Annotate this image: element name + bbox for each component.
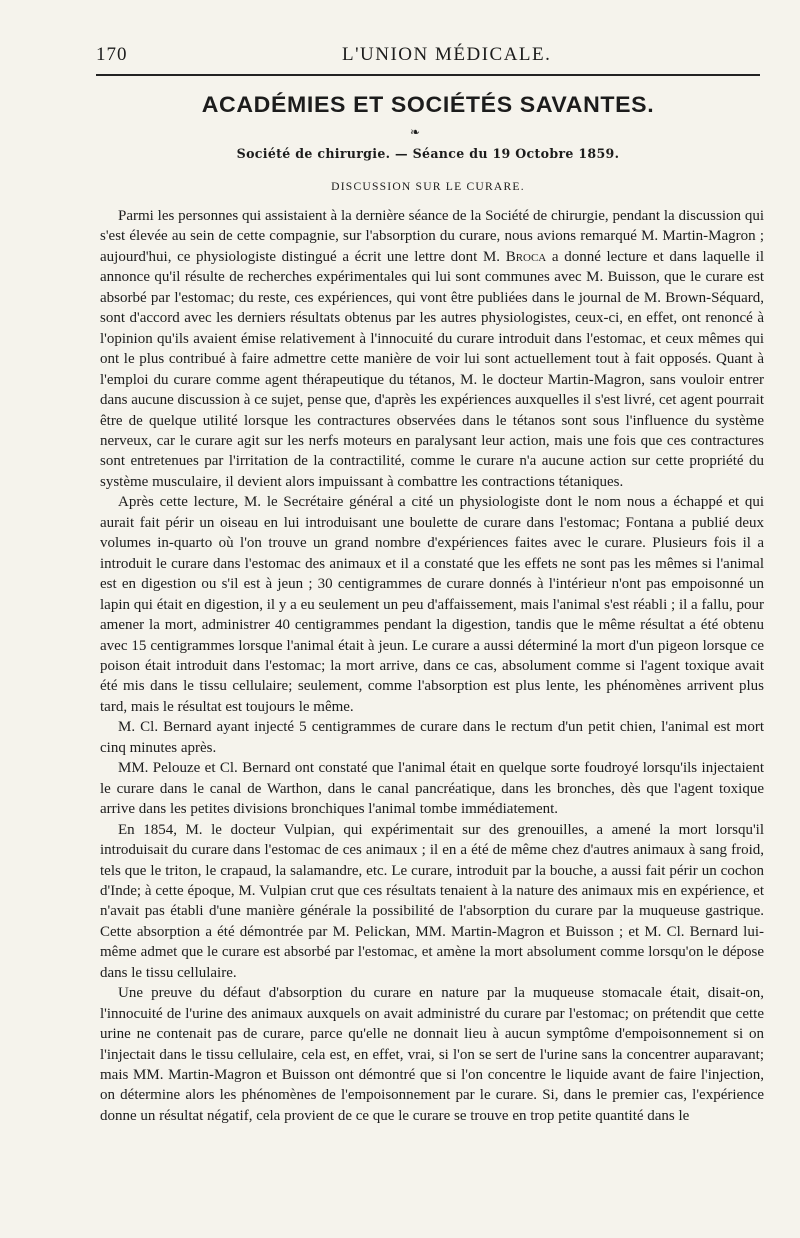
header-rule [96, 74, 760, 76]
paragraph: MM. Pelouze et Cl. Bernard ont constaté que l'animal était en quelque sorte foudroyé lorsqu'ils injectaient le curare dans le canal de Warthon, dans le canal pancréatique, dans les bronches, dès que l'agent toxique arrive dans les petites divisions bronchiques l'animal tombe immédiatement. [100, 760, 764, 818]
session-heading: Société de chirurgie. — Séance du 19 Octobre 1859. [236, 146, 620, 161]
page-number: 170 [96, 44, 128, 65]
paragraph: Parmi les personnes qui assistaient à la dernière séance de la Société de chirurgie, pendant la discussion qui s'est élevée au sein de cette compagnie, sur l'absorption du curare, nous avions remarqué M. Martin-Magron ; aujourd'hui, ce physiologiste distingué a écrit une lettre dont M. Broca a donné lecture et dans laquelle il annonce qu'il résulte de recherches expérimentales qui lui sont communes avec M. Buisson, que le curare est absorbé par l'estomac; du reste, ces expériences, qui vont être publiées dans le journal de M. Brown-Séquard, sont d'accord avec les derniers résultats obtenus par les autres physiologistes, ceux-ci, en effet, ont renoncé à l'opinion qu'ils avaient émise relativement à l'innocuité du curare introduit dans l'estomac, et ceux mêmes qui ont le plus contribué à faire admettre cette manière de voir lui sont actuellement tout à fait opposés. Quant à l'emploi du curare comme agent thérapeutique du tétanos, M. le docteur Martin-Magron, sans vouloir entrer dans aucune discussion à ce sujet, pense que, d'après les expériences auxquelles il s'est livré, cet agent pourrait être de quelque utilité lorsque les contractures observées dans le tétanos sont sous l'influence du système nerveux, car le curare agit sur les nerfs moteurs en paralysant leur action, mais une fois que ces contractures sont entretenues par l'irritation de la contractilité, comme le curare n'a aucune action sur cette propriété du système musculaire, il devient alors impuissant à combattre les contractions tétaniques. [100, 208, 764, 490]
running-head [96, 44, 760, 68]
discussion-title: DISCUSSION SUR LE CURARE. [331, 180, 525, 193]
ornament-icon: ❧ [410, 125, 421, 139]
author-name: Broca [505, 248, 547, 265]
article-body [100, 206, 764, 1126]
paragraph: En 1854, M. le docteur Vulpian, qui expérimentait sur des grenouilles, a amené la mort lorsqu'il introduisait du curare dans l'estomac de ces animaux ; il en a été de même chez d'autres animaux à sang froid, tels que le triton, le crapaud, la salamandre, etc. Le curare, introduit par la bouche, a aussi fait périr un cochon d'Inde; à cette époque, M. Vulpian crut que ces résultats tenaient à la nature des animaux mis en expérience, et n'avait pas établi d'une manière générale la possibilité de l'absorption du curare par la muqueuse gastrique. Cette absorption a été démontrée par M. Pelickan, MM. Martin-Magron et Buisson ; et M. Cl. Bernard lui-même admet que le curare est absorbé par l'estomac, et amène la mort absolument comme lorsqu'on le dépose dans le tissu cellulaire. [100, 821, 764, 981]
paragraph: M. Cl. Bernard ayant injecté 5 centigrammes de curare dans le rectum d'un petit chien, l'animal est mort cinq minutes après. [100, 719, 764, 756]
section-title: ACADÉMIES ET SOCIÉTÉS SAVANTES. [201, 92, 655, 117]
paragraph: Après cette lecture, M. le Secrétaire général a cité un physiologiste dont le nom nous a échappé et qui aurait fait périr un oiseau en lui introduisant une boulette de curare dans l'estomac; Fontana a publié deux volumes in-quarto où l'on trouve un grand nombre d'expériences faites avec le curare. Plusieurs fois il a introduit le curare dans l'estomac des animaux et il a constaté que les effets ne sont pas les mêmes si l'animal est en digestion ou s'il est à jeun ; 30 centigrammes de curare donnés à l'intérieur n'ont pas empoisonné un lapin qui était en digestion, il y a eu seulement un peu d'affaissement, mais l'animal s'est réabli ; il a fallu, pour amener la mort, administrer 40 centigrammes pendant la digestion, tandis que le même résultat a été obtenu avec 15 centigrammes lorsque l'animal était à jeun. Le curare a aussi déterminé la mort d'un pigeon lorsque ce poison était introduit dans l'estomac; la mort arrive, dans ce cas, absolument comme si l'agent toxique avait été mis dans le tissu cellulaire; seulement, comme l'absorption est plus lente, les phénomènes arrivent plus tard, mais le résultat est toujours le même. [100, 494, 764, 715]
paragraph: Une preuve du défaut d'absorption du curare en nature par la muqueuse stomacale était, disait-on, l'innocuité de l'urine des animaux auxquels on avait administré du curare par l'estomac; on prétendit que cette urine ne contenait pas de curare, parce qu'elle ne donnait lieu à aucun symptôme d'empoisonnement si on l'injectait dans le tissu cellulaire, cela est, en effet, vrai, si l'on se sert de l'urine sans la concentrer auparavant; mais MM. Martin-Magron et Buisson ont démontré que si l'on concentre le liquide avant de faire l'injection, on détermine alors les phénomènes de l'empoisonnement par le curare. Si, dans le premier cas, l'expérience donne un résultat négatif, cela provient de ce que le curare se trouve en trop petite quantité dans le [100, 985, 764, 1124]
journal-title: L'UNION MÉDICALE. [342, 44, 552, 65]
